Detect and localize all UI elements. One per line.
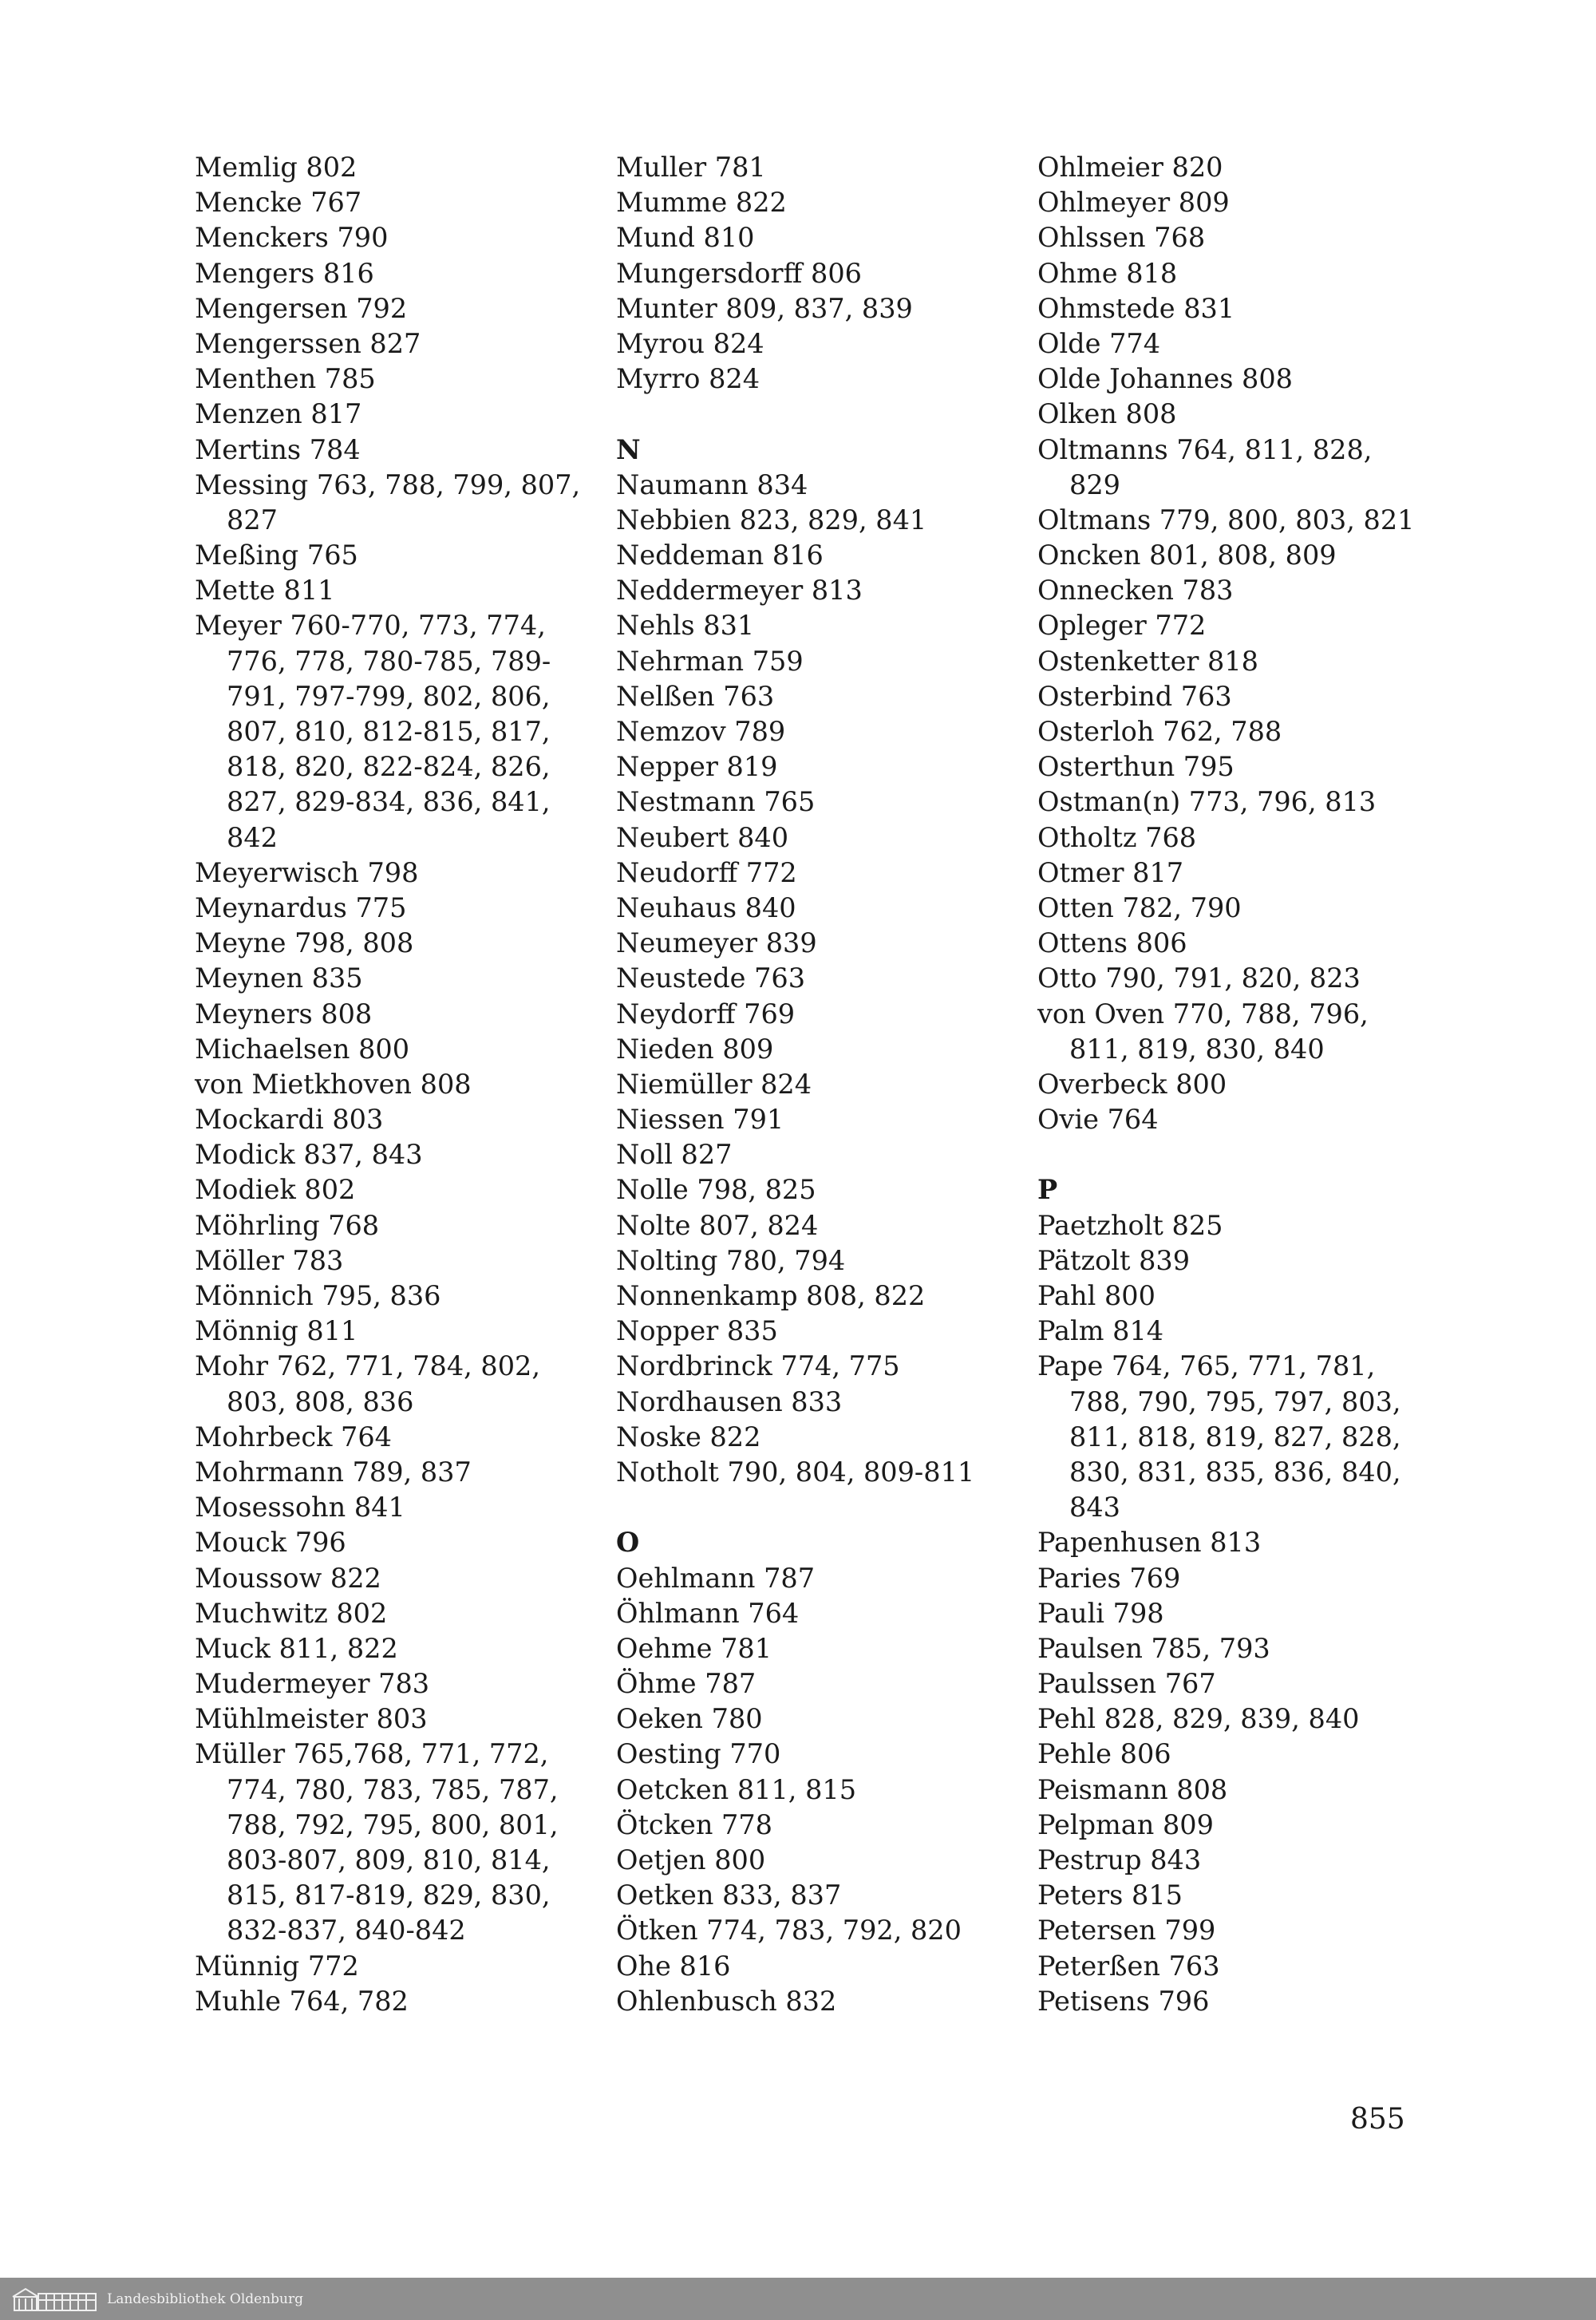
index-entry: Neustede 763 — [616, 962, 806, 994]
footer-bar — [0, 2278, 1596, 2320]
index-entry: Neubert 840 — [616, 821, 789, 853]
section-spacer — [616, 397, 1015, 432]
index-entry: Muck 811, 822 — [195, 1632, 398, 1664]
index-entry: Nordbrinck 774, 775 — [616, 1350, 900, 1382]
index-entry-continuation: 818, 820, 822-824, 826, — [227, 751, 551, 783]
index-entry: Mohr 762, 771, 784, 802, — [195, 1350, 541, 1382]
index-entry-continuation: 827, 829-834, 836, 841, — [227, 786, 551, 818]
index-entry: Naumann 834 — [616, 468, 808, 500]
section-letter-heading: P — [1037, 1174, 1058, 1206]
index-entry: Meyerwisch 798 — [195, 856, 419, 888]
index-entry: Notholt 790, 804, 809-811 — [616, 1456, 975, 1488]
index-entry: Palm 814 — [1037, 1315, 1164, 1347]
index-entry: Oltmans 779, 800, 803, 821 — [1037, 504, 1415, 536]
index-entry: Mumme 822 — [616, 187, 787, 219]
index-entry: Pestrup 843 — [1037, 1844, 1202, 1875]
index-entry: Ohe 816 — [616, 1950, 731, 1982]
index-entry: Messing 763, 788, 799, 807, — [195, 468, 581, 500]
index-entry: Ostenketter 818 — [1037, 645, 1258, 677]
index-entry: Meynen 835 — [195, 962, 363, 994]
footer-label: Landesbibliothek Oldenburg — [107, 2290, 304, 2307]
index-entry: Neydorff 769 — [616, 998, 796, 1030]
index-entry: Osterloh 762, 788 — [1037, 716, 1282, 747]
index-entry: Myrou 824 — [616, 327, 764, 359]
index-entry: Myrro 824 — [616, 363, 760, 395]
index-entry: von Oven 770, 788, 796, — [1037, 998, 1369, 1030]
index-entry: Onnecken 783 — [1037, 575, 1234, 607]
index-entry: Osterbind 763 — [1037, 680, 1232, 712]
index-entry: Nemzov 789 — [616, 716, 786, 747]
index-entry-continuation: 811, 819, 830, 840 — [1069, 1033, 1325, 1065]
index-entry: Neddeman 816 — [616, 539, 824, 571]
index-entry: Ostman(n) 773, 796, 813 — [1037, 786, 1377, 818]
index-entry: Nopper 835 — [616, 1315, 778, 1347]
index-column-3 — [1037, 150, 1484, 2019]
index-entry: Mouck 796 — [195, 1527, 346, 1559]
index-entry: Petisens 796 — [1037, 1985, 1210, 2017]
index-entry-continuation: 830, 831, 835, 836, 840, — [1069, 1456, 1401, 1488]
index-entry: Meyne 798, 808 — [195, 927, 414, 959]
index-entry: Meyer 760-770, 773, 774, — [195, 610, 546, 642]
index-entry: Muchwitz 802 — [195, 1597, 388, 1629]
index-entry: Oetcken 811, 815 — [616, 1773, 857, 1805]
section-letter-heading: N — [616, 433, 641, 465]
index-entry: Osterthun 795 — [1037, 751, 1235, 783]
index-entry: Oetjen 800 — [616, 1844, 766, 1875]
index-entry: Nehrman 759 — [616, 645, 804, 677]
index-entry: Oesting 770 — [616, 1738, 781, 1770]
index-entry: Pahl 800 — [1037, 1280, 1156, 1311]
section-spacer — [616, 1490, 1015, 1525]
index-entry: Paries 769 — [1037, 1562, 1181, 1594]
index-entry: Nolte 807, 824 — [616, 1209, 819, 1241]
index-entry: Neumeyer 839 — [616, 927, 817, 959]
index-entry: Oltmanns 764, 811, 828, — [1037, 433, 1373, 465]
index-entry-continuation: 788, 790, 795, 797, 803, — [1069, 1385, 1401, 1417]
index-entry: Opleger 772 — [1037, 610, 1207, 642]
index-entry: Neuhaus 840 — [616, 891, 796, 923]
index-entry: Menckers 790 — [195, 222, 389, 254]
index-entry-continuation: 776, 778, 780-785, 789- — [227, 645, 551, 677]
section-spacer — [1037, 1137, 1484, 1172]
index-entry: Nolting 780, 794 — [616, 1244, 846, 1276]
index-entry: Michaelsen 800 — [195, 1033, 410, 1065]
index-column-2 — [616, 150, 1015, 2019]
index-entry: Oeken 780 — [616, 1703, 763, 1735]
index-entry: Ohlmeier 820 — [1037, 152, 1223, 183]
index-entry: Nehls 831 — [616, 610, 755, 642]
index-entry: Mönnig 811 — [195, 1315, 358, 1347]
index-entry: Paetzholt 825 — [1037, 1209, 1223, 1241]
index-entry: Pätzolt 839 — [1037, 1244, 1191, 1276]
index-entry-continuation: 803-807, 809, 810, 814, — [227, 1844, 551, 1875]
index-entry: Nordhausen 833 — [616, 1385, 843, 1417]
index-entry: Meynardus 775 — [195, 891, 407, 923]
index-entry: Müller 765,768, 771, 772, — [195, 1738, 549, 1770]
index-entry: Niemüller 824 — [616, 1068, 812, 1100]
index-entry: Pehl 828, 829, 839, 840 — [1037, 1703, 1360, 1735]
index-entry: Modiek 802 — [195, 1174, 356, 1206]
index-entry: Ohme 818 — [1037, 257, 1178, 289]
index-entry: Otten 782, 790 — [1037, 891, 1242, 923]
index-entry: Olde Johannes 808 — [1037, 363, 1294, 395]
index-entry: Möller 783 — [195, 1244, 344, 1276]
index-entry: Ohlmeyer 809 — [1037, 187, 1230, 219]
index-entry: Mengers 816 — [195, 257, 374, 289]
index-entry-continuation: 807, 810, 812-815, 817, — [227, 716, 551, 747]
index-entry: Neddermeyer 813 — [616, 575, 863, 607]
index-entry: Neudorff 772 — [616, 856, 797, 888]
index-entry: Ohmstede 831 — [1037, 292, 1235, 324]
index-entry-continuation: 827 — [227, 504, 278, 536]
index-column-1 — [195, 150, 594, 2019]
index-entry: Ohlenbusch 832 — [616, 1985, 837, 2017]
library-building-icon — [11, 2286, 99, 2313]
index-entry: Olken 808 — [1037, 398, 1177, 430]
index-entry: Menzen 817 — [195, 398, 362, 430]
index-entry: Meyners 808 — [195, 998, 373, 1030]
index-entry: Muhle 764, 782 — [195, 1985, 409, 2017]
index-entry: Mosessohn 841 — [195, 1492, 405, 1524]
index-entry: Ovie 764 — [1037, 1104, 1159, 1136]
index-entry: Oncken 801, 808, 809 — [1037, 539, 1337, 571]
index-entry: Mertins 784 — [195, 433, 361, 465]
index-entry: Nonnenkamp 808, 822 — [616, 1280, 926, 1311]
index-entry: Oehme 781 — [616, 1632, 772, 1664]
index-entry: Pauli 798 — [1037, 1597, 1164, 1629]
index-entry: Peters 815 — [1037, 1879, 1183, 1911]
index-entry: Muller 781 — [616, 152, 766, 183]
index-entry: Otmer 817 — [1037, 856, 1184, 888]
index-entry: Münnig 772 — [195, 1950, 359, 1982]
index-entry: Oetken 833, 837 — [616, 1879, 842, 1911]
index-entry: Mönnich 795, 836 — [195, 1280, 441, 1311]
index-entry-continuation: 791, 797-799, 802, 806, — [227, 680, 551, 712]
index-entry: Mund 810 — [616, 222, 755, 254]
index-entry: von Mietkhoven 808 — [195, 1068, 472, 1100]
index-entry: Peterßen 763 — [1037, 1950, 1220, 1982]
index-entry: Öhme 787 — [616, 1668, 757, 1700]
index-entry: Mungersdorff 806 — [616, 257, 862, 289]
section-letter-heading: O — [616, 1527, 640, 1559]
index-entry-continuation: 815, 817-819, 829, 830, — [227, 1879, 551, 1911]
index-entry-continuation: 788, 792, 795, 800, 801, — [227, 1808, 559, 1840]
index-entry-continuation: 811, 818, 819, 827, 828, — [1069, 1421, 1401, 1452]
index-entry: Mohrbeck 764 — [195, 1421, 392, 1452]
index-entry: Olde 774 — [1037, 327, 1161, 359]
index-entry: Nepper 819 — [616, 751, 778, 783]
index-entry: Nelßen 763 — [616, 680, 775, 712]
index-entry: Ottens 806 — [1037, 927, 1187, 959]
index-entry-continuation: 829 — [1069, 468, 1120, 500]
index-entry: Nestmann 765 — [616, 786, 816, 818]
index-entry: Modick 837, 843 — [195, 1139, 423, 1171]
index-entry: Mengersen 792 — [195, 292, 408, 324]
index-entry: Otto 790, 791, 820, 823 — [1037, 962, 1361, 994]
index-entry: Noske 822 — [616, 1421, 761, 1452]
index-entry: Mühlmeister 803 — [195, 1703, 428, 1735]
index-entry: Öhlmann 764 — [616, 1597, 800, 1629]
index-entry: Otholtz 768 — [1037, 821, 1197, 853]
index-entry: Overbeck 800 — [1037, 1068, 1227, 1100]
index-entry: Oehlmann 787 — [616, 1562, 816, 1594]
index-entry: Munter 809, 837, 839 — [616, 292, 913, 324]
index-entry: Mudermeyer 783 — [195, 1668, 430, 1700]
index-entry: Memlig 802 — [195, 152, 358, 183]
index-entry: Ötken 774, 783, 792, 820 — [616, 1915, 962, 1947]
index-entry: Mockardi 803 — [195, 1104, 384, 1136]
index-entry: Mette 811 — [195, 575, 335, 607]
index-entry: Menthen 785 — [195, 363, 376, 395]
index-entry: Pelpman 809 — [1037, 1808, 1214, 1840]
index-entry: Mohrmann 789, 837 — [195, 1456, 472, 1488]
index-entry: Pape 764, 765, 771, 781, — [1037, 1350, 1376, 1382]
index-entry: Moussow 822 — [195, 1562, 381, 1594]
index-entry: Ohlssen 768 — [1037, 222, 1206, 254]
index-entry: Pehle 806 — [1037, 1738, 1171, 1770]
index-entry: Petersen 799 — [1037, 1915, 1216, 1947]
index-entry: Noll 827 — [616, 1139, 733, 1171]
index-entry: Mencke 767 — [195, 187, 362, 219]
index-entry: Paulsen 785, 793 — [1037, 1632, 1270, 1664]
index-entry: Peismann 808 — [1037, 1773, 1228, 1805]
page-number: 855 — [1350, 2103, 1405, 2136]
index-entry: Möhrling 768 — [195, 1209, 380, 1241]
index-entry: Niessen 791 — [616, 1104, 784, 1136]
index-entry-continuation: 843 — [1069, 1492, 1120, 1524]
index-entry-continuation: 774, 780, 783, 785, 787, — [227, 1773, 559, 1805]
index-entry: Mengerssen 827 — [195, 327, 421, 359]
index-entry-continuation: 803, 808, 836 — [227, 1385, 414, 1417]
index-entry: Ötcken 778 — [616, 1808, 772, 1840]
index-entry: Paulssen 767 — [1037, 1668, 1216, 1700]
index-entry: Nebbien 823, 829, 841 — [616, 504, 927, 536]
index-entry-continuation: 832-837, 840-842 — [227, 1915, 466, 1947]
index-entry: Nieden 809 — [616, 1033, 774, 1065]
index-entry: Nolle 798, 825 — [616, 1174, 816, 1206]
index-entry: Meßing 765 — [195, 539, 358, 571]
index-entry-continuation: 842 — [227, 821, 278, 853]
index-entry: Papenhusen 813 — [1037, 1527, 1262, 1559]
